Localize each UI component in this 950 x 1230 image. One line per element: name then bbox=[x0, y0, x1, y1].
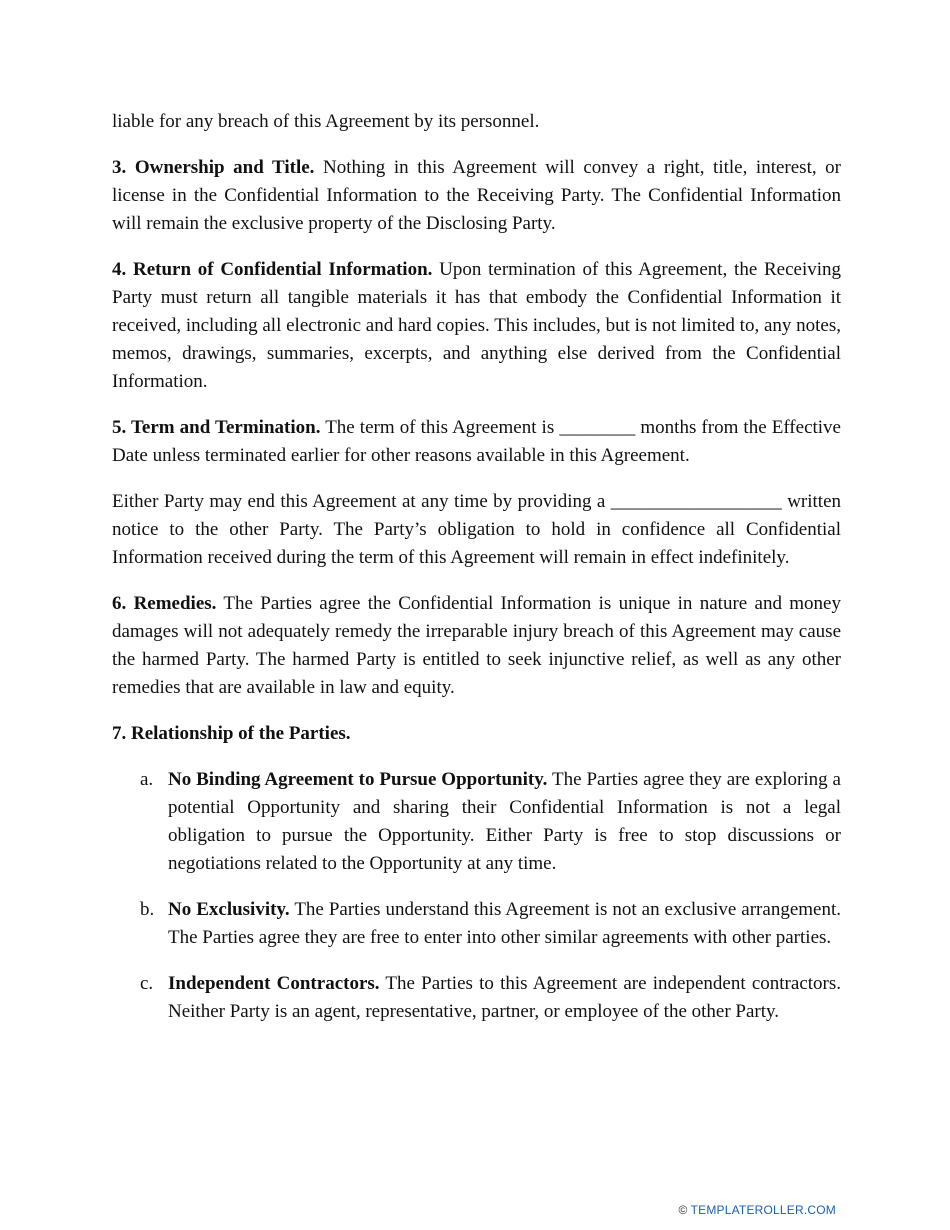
list-item-body: The Parties understand this Agreement is not an exclusive arrangement. The Parties agree they are free to enter into other similar agreements with other parties. bbox=[168, 899, 841, 948]
section-ownership-body: Nothing in this Agreement will convey a right, title, interest, or license in the Confidential Information to the Receiving Party. The Confidential Information will remain the exclusive property of the Disclosing Party. bbox=[112, 157, 842, 234]
footer-site-link[interactable]: TEMPLATEROLLER.COM bbox=[690, 1203, 836, 1217]
notice-period-blank: __________________ bbox=[610, 491, 782, 512]
section-ownership-heading: 3. Ownership and Title. bbox=[112, 157, 315, 178]
list-item-heading: No Binding Agreement to Pursue Opportunity. bbox=[168, 769, 548, 790]
list-item bbox=[112, 766, 841, 878]
section-term bbox=[112, 414, 841, 470]
copyright-symbol: © bbox=[678, 1203, 688, 1217]
section-term-notice-before: Either Party may end this Agreement at any time by providing a bbox=[112, 491, 606, 512]
document-page bbox=[112, 108, 841, 1044]
list-marker: c. bbox=[140, 973, 154, 994]
list-item bbox=[112, 896, 841, 952]
section-term-notice bbox=[112, 488, 841, 572]
list-marker: b. bbox=[140, 899, 155, 920]
section-term-heading: 5. Term and Termination. bbox=[112, 417, 321, 438]
section-return bbox=[112, 256, 841, 396]
section-term-notice-after: written notice to the other Party. The Party’s obligation to hold in confidence all Confidential Information received during the term of this Agreement will remain in effect indefinitely. bbox=[112, 491, 842, 568]
list-item bbox=[112, 970, 841, 1026]
list-marker: a. bbox=[140, 769, 154, 790]
continuation-paragraph: liable for any breach of this Agreement by its personnel. bbox=[112, 111, 540, 132]
section-return-heading: 4. Return of Confidential Information. bbox=[112, 259, 433, 280]
list-item-heading: Independent Contractors. bbox=[168, 973, 380, 994]
section-term-body-before: The term of this Agreement is bbox=[325, 417, 555, 438]
section-term-body-after: months from the Effective Date unless terminated earlier for other reasons available in this Agreement. bbox=[112, 417, 841, 466]
section-relationship-heading: 7. Relationship of the Parties. bbox=[112, 723, 351, 744]
list-item-heading: No Exclusivity. bbox=[168, 899, 290, 920]
section-remedies-body: The Parties agree the Confidential Information is unique in nature and money damages will not adequately remedy the irreparable injury breach of this Agreement may cause the harmed Party. The harmed Party is entitled to seek injunctive relief, as well as any other remedies that are available in law and equity. bbox=[112, 593, 841, 698]
section-remedies-heading: 6. Remedies. bbox=[112, 593, 217, 614]
list-item-body: The Parties agree they are exploring a potential Opportunity and sharing their Confidential Information is not a legal obligation to pursue the Opportunity. Either Party is free to stop discussions or negotiations related to the Opportunity at any time. bbox=[168, 769, 841, 874]
section-remedies bbox=[112, 590, 841, 702]
term-months-blank: ________ bbox=[559, 417, 636, 438]
section-ownership bbox=[112, 154, 841, 238]
footer-credit bbox=[679, 1203, 836, 1217]
relationship-list bbox=[112, 766, 841, 1026]
list-item-body: The Parties to this Agreement are independent contractors. Neither Party is an agent, representative, partner, or employee of the other Party. bbox=[168, 973, 841, 1022]
section-return-body: Upon termination of this Agreement, the Receiving Party must return all tangible materials it has that embody the Confidential Information it received, including all electronic and hard copies. This includes, but is not limited to, any notes, memos, drawings, summaries, excerpts, and anything else derived from the Confidential Information. bbox=[112, 259, 842, 392]
